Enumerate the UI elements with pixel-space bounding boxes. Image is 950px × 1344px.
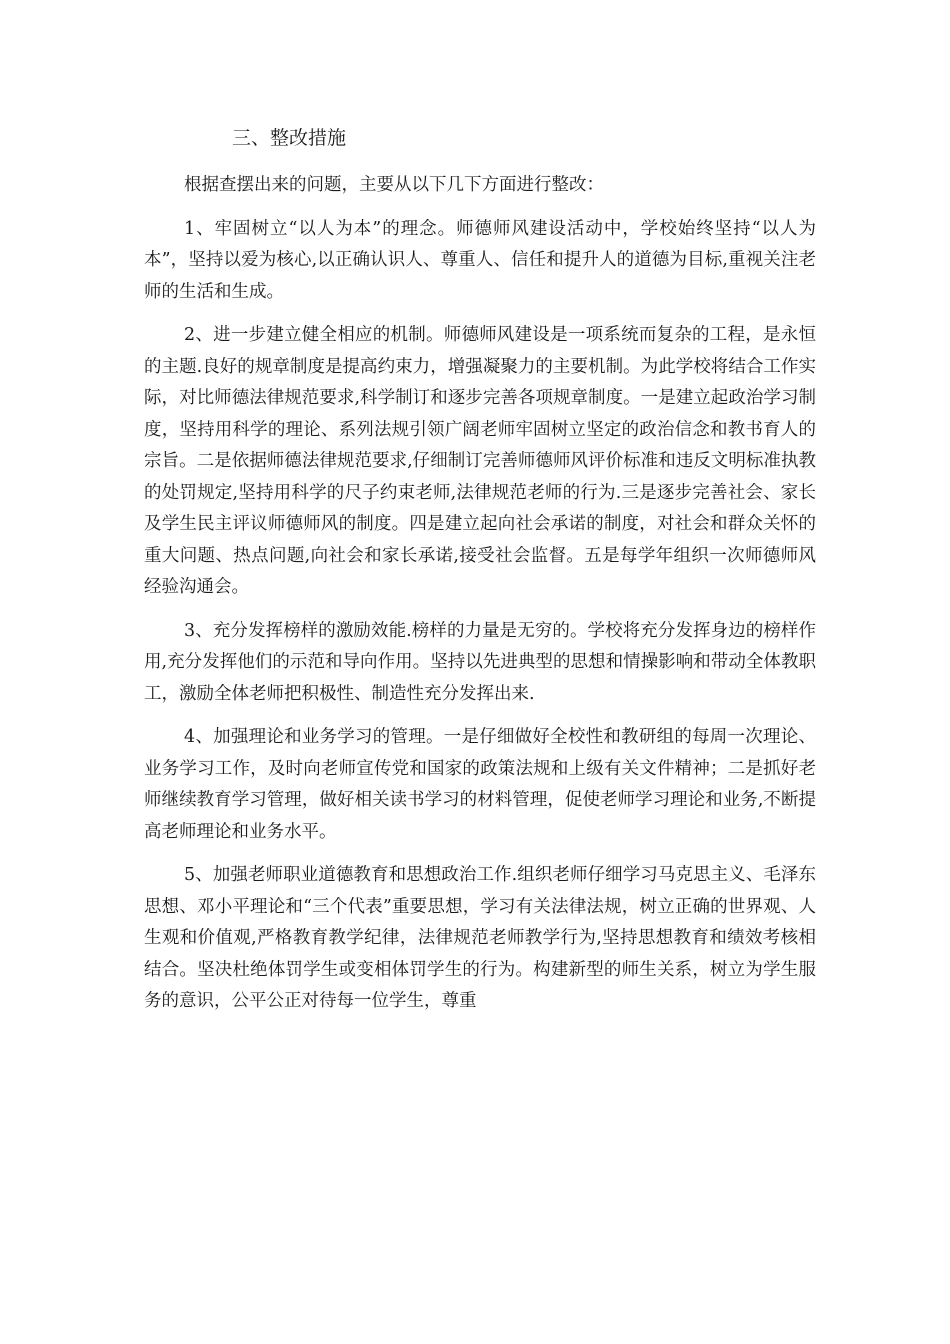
measure-paragraph-2: 2、进一步建立健全相应的机制。师德师风建设是一项系统而复杂的工程，是永恒的主题.良好的规章制度是提高约束力，增强凝聚力的主要机制。为此学校将结合工作实际，对比师德法律规范要求,科学制订和逐步完善各项规章制度。一是建立起政治学习制度，坚持用科学的理论、系列法规引领广阔老师牢固树立坚定的政治信念和教书育人的宗旨。二是依据师德法律规范要求,仔细制订完善师德师风评价标准和违反文明标准执教的处罚规定,坚持用科学的尺子约束老师,法律规范老师的行为.三是逐步完善社会、家长及学生民主评议师德师风的制度。四是建立起向社会承诺的制度，对社会和群众关怀的重大问题、热点问题,向社会和家长承诺,接受社会监督。五是每学年组织一次师德师风经验沟通会。 bbox=[144, 325, 816, 597]
section-heading: 三、整改措施 bbox=[232, 127, 347, 149]
document-body bbox=[144, 170, 816, 1030]
measure-paragraph-3: 3、充分发挥榜样的激励效能.榜样的力量是无穷的。学校将充分发挥身边的榜样作用,充分发挥他们的示范和导向作用。坚持以先进典型的思想和情操影响和带动全体教职工，激励全体老师把积极性、制造性充分发挥出来. bbox=[144, 620, 816, 704]
intro-paragraph: 根据查摆出来的问题，主要从以下几下方面进行整改： bbox=[184, 175, 604, 195]
measure-paragraph-5: 5、加强老师职业道德教育和思想政治工作.组织老师仔细学习马克思主义、毛泽东思想、邓小平理论和“三个代表”重要思想，学习有关法律法规，树立正确的世界观、人生观和价值观,严格教育教学纪律，法律规范老师教学行为,坚持思想教育和绩效考核相结合。坚决杜绝体罚学生或变相体罚学生的行为。构建新型的师生关系，树立为学生服务的意识，公平公正对待每一位学生，尊重 bbox=[144, 865, 816, 1011]
measure-paragraph-1: 1、牢固树立“以人为本”的理念。师德师风建设活动中，学校始终坚持“以人为本”，坚持以爱为核心,以正确认识人、尊重人、信任和提升人的道德为目标,重视关注老师的生活和生成。 bbox=[144, 218, 816, 302]
measure-paragraph-4: 4、加强理论和业务学习的管理。一是仔细做好全校性和教研组的每周一次理论、业务学习工作，及时向老师宣传党和国家的政策法规和上级有关文件精神；二是抓好老师继续教育学习管理，做好相关读书学习的材料管理，促使老师学习理论和业务,不断提高老师理论和业务水平。 bbox=[144, 727, 816, 842]
